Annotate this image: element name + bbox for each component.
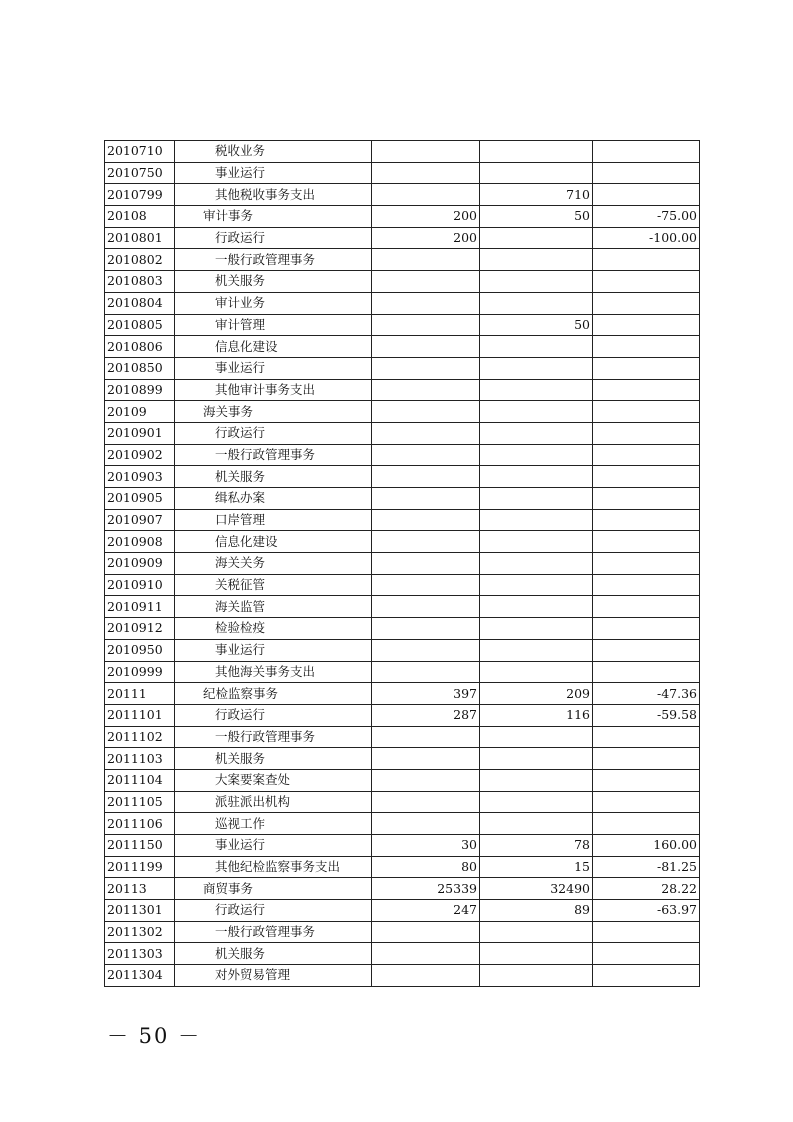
- value-1-cell: 247: [372, 900, 480, 922]
- change-cell: [593, 921, 700, 943]
- value-1-cell: [372, 271, 480, 293]
- code-cell: 2010908: [105, 531, 175, 553]
- change-cell: 160.00: [593, 835, 700, 857]
- value-1-cell: [372, 162, 480, 184]
- change-cell: -59.58: [593, 704, 700, 726]
- value-2-cell: 710: [480, 184, 593, 206]
- value-2-cell: 209: [480, 683, 593, 705]
- table-row: [105, 596, 700, 618]
- item-name-cell: 一般行政管理事务: [175, 249, 372, 271]
- table-row: [105, 683, 700, 705]
- change-cell: 28.22: [593, 878, 700, 900]
- value-1-cell: [372, 314, 480, 336]
- item-name-cell: 行政运行: [175, 227, 372, 249]
- table-row: [105, 726, 700, 748]
- item-name-cell: 缉私办案: [175, 488, 372, 510]
- value-1-cell: [372, 249, 480, 271]
- code-cell: 2010901: [105, 422, 175, 444]
- value-2-cell: [480, 791, 593, 813]
- value-2-cell: [480, 813, 593, 835]
- item-name-cell: 机关服务: [175, 466, 372, 488]
- value-2-cell: [480, 488, 593, 510]
- change-cell: [593, 141, 700, 163]
- value-1-cell: 80: [372, 856, 480, 878]
- code-cell: 2010804: [105, 292, 175, 314]
- value-2-cell: [480, 769, 593, 791]
- item-name-cell: 机关服务: [175, 748, 372, 770]
- code-cell: 20113: [105, 878, 175, 900]
- table-row: [105, 878, 700, 900]
- item-name-cell: 审计事务: [175, 206, 372, 228]
- change-cell: [593, 618, 700, 640]
- code-cell: 20111: [105, 683, 175, 705]
- change-cell: [593, 748, 700, 770]
- change-cell: -81.25: [593, 856, 700, 878]
- table-row: [105, 249, 700, 271]
- code-cell: 2010799: [105, 184, 175, 206]
- value-1-cell: [372, 401, 480, 423]
- value-2-cell: [480, 227, 593, 249]
- table-row: [105, 813, 700, 835]
- table-row: [105, 769, 700, 791]
- value-2-cell: [480, 357, 593, 379]
- table-row: [105, 748, 700, 770]
- item-name-cell: 关税征管: [175, 574, 372, 596]
- item-name-cell: 对外贸易管理: [175, 965, 372, 987]
- table-row: [105, 444, 700, 466]
- value-2-cell: 50: [480, 314, 593, 336]
- table-row: [105, 162, 700, 184]
- table-row: [105, 661, 700, 683]
- change-cell: [593, 509, 700, 531]
- item-name-cell: 海关事务: [175, 401, 372, 423]
- value-1-cell: [372, 596, 480, 618]
- table-row: [105, 900, 700, 922]
- table-row: [105, 835, 700, 857]
- change-cell: [593, 184, 700, 206]
- table-row: [105, 639, 700, 661]
- value-1-cell: [372, 726, 480, 748]
- item-name-cell: 税收业务: [175, 141, 372, 163]
- value-1-cell: [372, 769, 480, 791]
- table-row: [105, 704, 700, 726]
- value-2-cell: [480, 661, 593, 683]
- item-name-cell: 事业运行: [175, 357, 372, 379]
- table-row: [105, 292, 700, 314]
- change-cell: [593, 488, 700, 510]
- value-1-cell: [372, 965, 480, 987]
- code-cell: 2010907: [105, 509, 175, 531]
- value-1-cell: [372, 379, 480, 401]
- change-cell: [593, 813, 700, 835]
- table-row: [105, 271, 700, 293]
- value-1-cell: [372, 509, 480, 531]
- table-row: [105, 943, 700, 965]
- code-cell: 2010909: [105, 553, 175, 575]
- value-1-cell: [372, 488, 480, 510]
- code-cell: 2011150: [105, 835, 175, 857]
- code-cell: 2010850: [105, 357, 175, 379]
- page-number: － 50 －: [107, 1024, 202, 1048]
- value-2-cell: [480, 271, 593, 293]
- item-name-cell: 大案要案查处: [175, 769, 372, 791]
- table-row: [105, 184, 700, 206]
- value-2-cell: 50: [480, 206, 593, 228]
- table-row: [105, 227, 700, 249]
- value-2-cell: [480, 466, 593, 488]
- item-name-cell: 事业运行: [175, 639, 372, 661]
- value-1-cell: [372, 466, 480, 488]
- code-cell: 2010910: [105, 574, 175, 596]
- code-cell: 2010710: [105, 141, 175, 163]
- table-row: [105, 856, 700, 878]
- value-2-cell: 32490: [480, 878, 593, 900]
- table-row: [105, 141, 700, 163]
- item-name-cell: 商贸事务: [175, 878, 372, 900]
- value-1-cell: [372, 639, 480, 661]
- item-name-cell: 行政运行: [175, 704, 372, 726]
- change-cell: [593, 422, 700, 444]
- item-name-cell: 事业运行: [175, 835, 372, 857]
- value-2-cell: [480, 336, 593, 358]
- change-cell: [593, 162, 700, 184]
- change-cell: [593, 314, 700, 336]
- value-1-cell: [372, 943, 480, 965]
- value-2-cell: 89: [480, 900, 593, 922]
- table-row: [105, 965, 700, 987]
- value-2-cell: [480, 726, 593, 748]
- code-cell: 2010806: [105, 336, 175, 358]
- code-cell: 2010902: [105, 444, 175, 466]
- value-1-cell: [372, 444, 480, 466]
- table-row: [105, 553, 700, 575]
- value-2-cell: [480, 596, 593, 618]
- value-2-cell: [480, 401, 593, 423]
- value-2-cell: [480, 444, 593, 466]
- item-name-cell: 事业运行: [175, 162, 372, 184]
- code-cell: 2011105: [105, 791, 175, 813]
- change-cell: [593, 769, 700, 791]
- table-row: [105, 531, 700, 553]
- value-2-cell: [480, 249, 593, 271]
- change-cell: [593, 791, 700, 813]
- value-1-cell: 200: [372, 227, 480, 249]
- value-1-cell: [372, 141, 480, 163]
- item-name-cell: 行政运行: [175, 900, 372, 922]
- item-name-cell: 一般行政管理事务: [175, 726, 372, 748]
- value-1-cell: [372, 574, 480, 596]
- value-1-cell: 287: [372, 704, 480, 726]
- table-row: [105, 336, 700, 358]
- code-cell: 2010802: [105, 249, 175, 271]
- item-name-cell: 机关服务: [175, 943, 372, 965]
- budget-table: [104, 140, 700, 987]
- code-cell: 2010905: [105, 488, 175, 510]
- item-name-cell: 信息化建设: [175, 531, 372, 553]
- table-row: [105, 466, 700, 488]
- value-2-cell: [480, 574, 593, 596]
- change-cell: -100.00: [593, 227, 700, 249]
- code-cell: 2010911: [105, 596, 175, 618]
- value-1-cell: 200: [372, 206, 480, 228]
- value-1-cell: [372, 791, 480, 813]
- value-1-cell: 397: [372, 683, 480, 705]
- item-name-cell: 派驻派出机构: [175, 791, 372, 813]
- value-2-cell: [480, 965, 593, 987]
- value-1-cell: [372, 553, 480, 575]
- code-cell: 2010899: [105, 379, 175, 401]
- code-cell: 2011199: [105, 856, 175, 878]
- value-1-cell: [372, 531, 480, 553]
- value-2-cell: [480, 943, 593, 965]
- change-cell: [593, 379, 700, 401]
- code-cell: 2011106: [105, 813, 175, 835]
- code-cell: 2010805: [105, 314, 175, 336]
- value-2-cell: 116: [480, 704, 593, 726]
- change-cell: -75.00: [593, 206, 700, 228]
- change-cell: [593, 401, 700, 423]
- value-1-cell: [372, 813, 480, 835]
- change-cell: [593, 574, 700, 596]
- table-row: [105, 206, 700, 228]
- value-1-cell: [372, 184, 480, 206]
- code-cell: 2010803: [105, 271, 175, 293]
- table-row: [105, 488, 700, 510]
- change-cell: [593, 726, 700, 748]
- value-1-cell: [372, 292, 480, 314]
- code-cell: 2011104: [105, 769, 175, 791]
- change-cell: [593, 292, 700, 314]
- value-1-cell: 30: [372, 835, 480, 857]
- change-cell: [593, 249, 700, 271]
- item-name-cell: 海关关务: [175, 553, 372, 575]
- item-name-cell: 机关服务: [175, 271, 372, 293]
- value-1-cell: [372, 357, 480, 379]
- value-1-cell: [372, 336, 480, 358]
- table-row: [105, 357, 700, 379]
- code-cell: 2010999: [105, 661, 175, 683]
- value-2-cell: [480, 531, 593, 553]
- value-1-cell: [372, 422, 480, 444]
- change-cell: -47.36: [593, 683, 700, 705]
- code-cell: 2010801: [105, 227, 175, 249]
- code-cell: 2011101: [105, 704, 175, 726]
- change-cell: [593, 531, 700, 553]
- table-row: [105, 509, 700, 531]
- value-1-cell: 25339: [372, 878, 480, 900]
- change-cell: [593, 965, 700, 987]
- change-cell: [593, 466, 700, 488]
- item-name-cell: 巡视工作: [175, 813, 372, 835]
- value-1-cell: [372, 618, 480, 640]
- item-name-cell: 审计业务: [175, 292, 372, 314]
- item-name-cell: 口岸管理: [175, 509, 372, 531]
- value-2-cell: [480, 162, 593, 184]
- table-row: [105, 791, 700, 813]
- change-cell: [593, 336, 700, 358]
- code-cell: 2011303: [105, 943, 175, 965]
- value-1-cell: [372, 661, 480, 683]
- value-2-cell: 78: [480, 835, 593, 857]
- item-name-cell: 一般行政管理事务: [175, 921, 372, 943]
- change-cell: [593, 639, 700, 661]
- value-2-cell: [480, 639, 593, 661]
- code-cell: 2011301: [105, 900, 175, 922]
- code-cell: 20109: [105, 401, 175, 423]
- table-row: [105, 379, 700, 401]
- change-cell: [593, 661, 700, 683]
- change-cell: [593, 943, 700, 965]
- code-cell: 2011102: [105, 726, 175, 748]
- code-cell: 2010750: [105, 162, 175, 184]
- table-row: [105, 618, 700, 640]
- change-cell: [593, 444, 700, 466]
- change-cell: [593, 357, 700, 379]
- item-name-cell: 审计管理: [175, 314, 372, 336]
- code-cell: 2010912: [105, 618, 175, 640]
- item-name-cell: 其他税收事务支出: [175, 184, 372, 206]
- change-cell: [593, 271, 700, 293]
- value-2-cell: [480, 292, 593, 314]
- value-2-cell: [480, 141, 593, 163]
- item-name-cell: 一般行政管理事务: [175, 444, 372, 466]
- value-2-cell: [480, 509, 593, 531]
- table-row: [105, 401, 700, 423]
- item-name-cell: 其他纪检监察事务支出: [175, 856, 372, 878]
- code-cell: 20108: [105, 206, 175, 228]
- item-name-cell: 其他审计事务支出: [175, 379, 372, 401]
- code-cell: 2011304: [105, 965, 175, 987]
- table-row: [105, 574, 700, 596]
- value-2-cell: [480, 379, 593, 401]
- item-name-cell: 检验检疫: [175, 618, 372, 640]
- code-cell: 2011103: [105, 748, 175, 770]
- code-cell: 2010903: [105, 466, 175, 488]
- change-cell: [593, 596, 700, 618]
- table-row: [105, 422, 700, 444]
- value-2-cell: [480, 422, 593, 444]
- item-name-cell: 海关监管: [175, 596, 372, 618]
- item-name-cell: 行政运行: [175, 422, 372, 444]
- code-cell: 2011302: [105, 921, 175, 943]
- value-1-cell: [372, 921, 480, 943]
- budget-table-body: [105, 141, 700, 987]
- value-2-cell: 15: [480, 856, 593, 878]
- value-1-cell: [372, 748, 480, 770]
- change-cell: [593, 553, 700, 575]
- change-cell: -63.97: [593, 900, 700, 922]
- table-row: [105, 921, 700, 943]
- table-row: [105, 314, 700, 336]
- item-name-cell: 信息化建设: [175, 336, 372, 358]
- value-2-cell: [480, 618, 593, 640]
- item-name-cell: 其他海关事务支出: [175, 661, 372, 683]
- code-cell: 2010950: [105, 639, 175, 661]
- item-name-cell: 纪检监察事务: [175, 683, 372, 705]
- value-2-cell: [480, 748, 593, 770]
- value-2-cell: [480, 921, 593, 943]
- value-2-cell: [480, 553, 593, 575]
